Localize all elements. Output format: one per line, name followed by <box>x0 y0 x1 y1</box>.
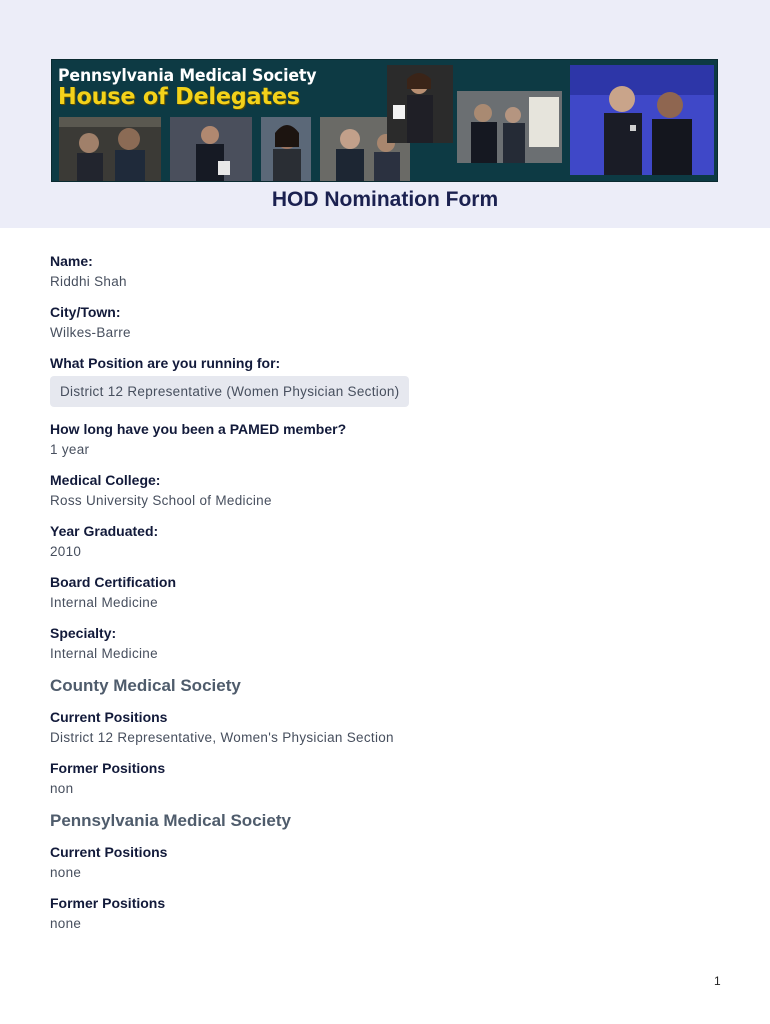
county-former-positions-value: non <box>50 781 74 796</box>
specialty-value: Internal Medicine <box>50 646 158 661</box>
county-former-positions-label: Former Positions <box>50 760 166 776</box>
name-value: Riddhi Shah <box>50 274 127 289</box>
specialty-label: Specialty: <box>50 625 117 641</box>
banner-photo-woman-delegate <box>261 117 311 181</box>
pamed-former-positions-label: Former Positions <box>50 895 166 911</box>
board-certification-label: Board Certification <box>50 574 177 590</box>
page-title: HOD Nomination Form <box>271 188 499 211</box>
banner-title-society: Pennsylvania Medical Society <box>58 66 317 86</box>
pamed-current-positions-value: none <box>50 865 82 880</box>
position-value-chip: District 12 Representative (Women Physician Section) <box>50 376 409 407</box>
county-current-positions-label: Current Positions <box>50 709 168 725</box>
page-number: 1 <box>714 974 721 988</box>
pamed-former-positions-value: none <box>50 916 82 931</box>
medical-college-label: Medical College: <box>50 472 161 488</box>
membership-value: 1 year <box>50 442 90 457</box>
year-graduated-label: Year Graduated: <box>50 523 159 539</box>
pamed-section-heading: Pennsylvania Medical Society <box>50 811 291 830</box>
hod-banner-image <box>51 59 718 182</box>
position-label: What Position are you running for: <box>50 355 281 371</box>
banner-photo-poster-session <box>457 91 562 163</box>
board-certification-value: Internal Medicine <box>50 595 158 610</box>
year-graduated-value: 2010 <box>50 544 82 559</box>
banner-photo-delegate-speaking <box>170 117 252 181</box>
banner-title-house: House of Delegates <box>58 84 300 110</box>
medical-college-value: Ross University School of Medicine <box>50 493 272 508</box>
name-label: Name: <box>50 253 93 269</box>
pamed-current-positions-label: Current Positions <box>50 844 168 860</box>
banner-photo-presenters <box>570 65 714 175</box>
city-label: City/Town: <box>50 304 121 320</box>
county-section-heading: County Medical Society <box>50 676 241 695</box>
banner-photo-audience <box>59 117 161 181</box>
membership-label: How long have you been a PAMED member? <box>50 421 347 437</box>
banner-photo-microphone-speaker <box>387 65 453 143</box>
city-value: Wilkes-Barre <box>50 325 131 340</box>
county-current-positions-value: District 12 Representative, Women's Physician Section <box>50 730 394 745</box>
